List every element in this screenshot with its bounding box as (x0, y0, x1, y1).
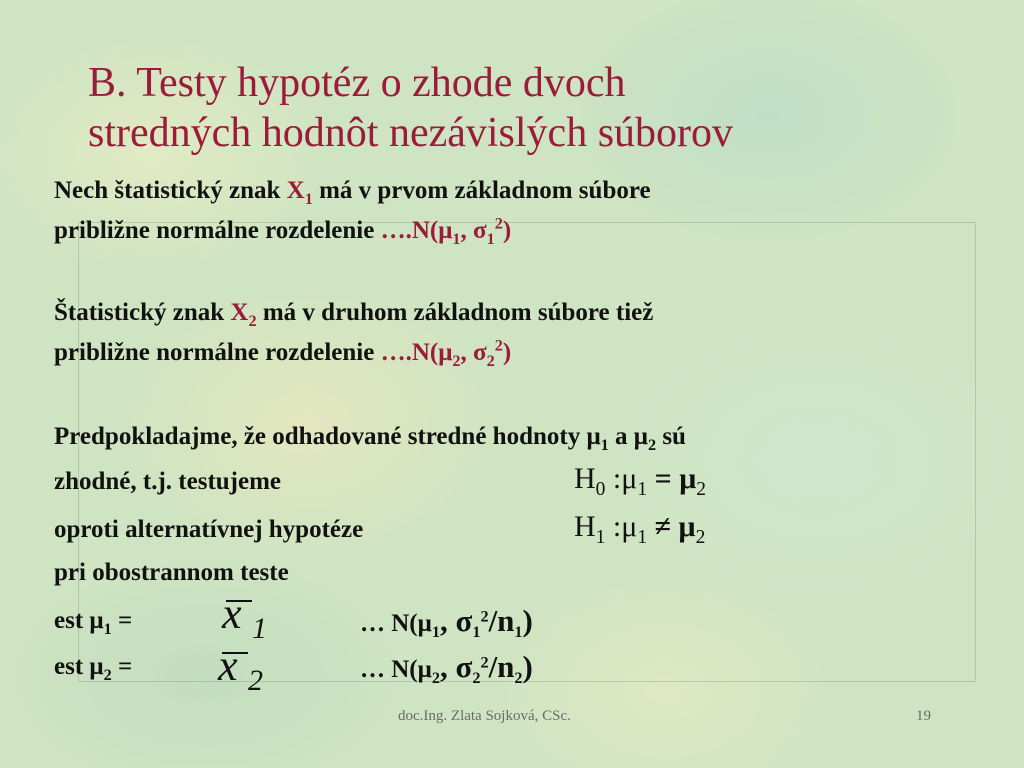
footer-author: doc.Ing. Zlata Sojková, CSc. (398, 708, 571, 724)
sampling-distribution-2: … $N(\mu_2$, $\sigma_2^2/n_2$) (360, 649, 533, 687)
estimate-1: est $\mu_1$ = (54, 607, 133, 638)
p3-line-4: pri obostrannom teste (54, 559, 289, 586)
p3-line-3: oproti alternatívnej hypotéze (54, 516, 364, 543)
variable-x2: $X_2$ (230, 299, 257, 330)
sample-mean-1: x 1 (222, 589, 267, 645)
alternative-hypothesis: $H_1$ $:\mu_1 \ne \mu_2$ (574, 510, 706, 548)
p3-line-1: Predpokladajme, že odhadované stredné hodnoty $\mu_1$ a $\mu_2$ sú (54, 423, 686, 454)
distribution-1: $\dots.N(\mu_1$, $\sigma_1^2$) (380, 214, 512, 248)
page-number: 19 (916, 708, 931, 724)
p1-line-1: Nech štatistický znak $X_1$ má v prvom základnom súbore (54, 177, 651, 208)
p2-line-1: Štatistický znak $X_2$ má v druhom základnom súbore tiež (54, 299, 654, 330)
title-line-1: B. Testy hypotéz o zhode dvoch (88, 60, 626, 106)
sample-mean-2: x 2 (218, 641, 263, 697)
estimate-2: est $\mu_2$ = (54, 653, 133, 684)
null-hypothesis: $H_0$ $:\mu_1 = \mu_2$ (574, 462, 706, 500)
title-line-2: stredných hodnôt nezávislých súborov (88, 110, 734, 156)
distribution-2: $\dots.N(\mu_2$, $\sigma_2^2$) (380, 336, 512, 370)
variable-x1: $X_1$ (286, 177, 313, 208)
slide-title (88, 58, 733, 158)
p3-line-2: zhodné, t.j. testujeme (54, 468, 282, 495)
p2-line-2: približne normálne rozdelenie $\dots.N(\mu_2$, $\sigma_2^2$) (54, 336, 512, 370)
sampling-distribution-1: … $N(\mu_1$, $\sigma_1^2/n_1$) (360, 603, 533, 641)
p1-line-2: približne normálne rozdelenie $\dots.N(\mu_1$, $\sigma_1^2$) (54, 214, 512, 248)
